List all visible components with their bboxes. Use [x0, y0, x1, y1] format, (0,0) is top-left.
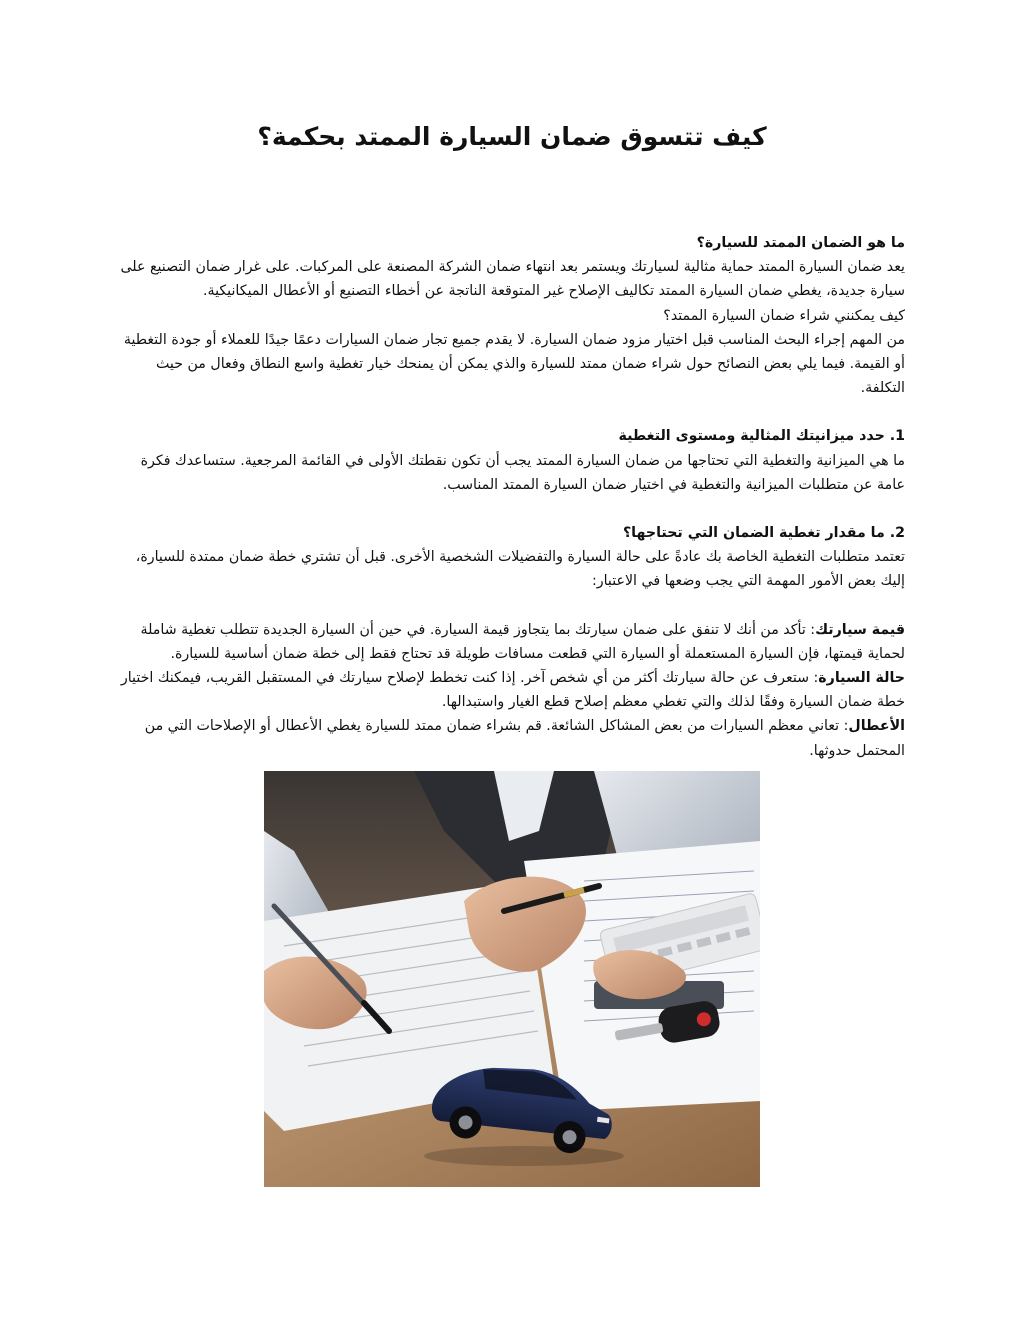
- factor-car-condition: [120, 666, 905, 714]
- paragraph-budget: ما هي الميزانية والتغطية التي تحتاجها من ضمان السيارة الممتد يجب أن تكون نقطتك الأولى في القائمة المرجعية. ستساعدك فكرة عامة عن متطلبات الميزانية والتغطية في اختيار ضمان السيارة الممتد المناسب.: [140, 452, 905, 493]
- paragraph-what-is-extended-warranty: يعد ضمان السيارة الممتد حماية مثالية لسيارتك ويستمر بعد انتهاء ضمان الشركة المصنعة على المركبات. على غرار ضمان التصنيع على سيارة جديدة، يغطي ضمان السيارة الممتد تكاليف الإصلاح غير المتوقعة الناتجة عن أخطاء التصنيع أو الأعطال الميكانيكية.: [120, 259, 905, 300]
- spacer: [120, 400, 905, 424]
- heading-coverage: 2. ما مقدار تغطية الضمان التي تحتاجها؟: [622, 525, 905, 542]
- factor-car-value: [120, 618, 905, 666]
- spacer: [120, 594, 905, 618]
- subheading-how-to-buy: كيف يمكنني شراء ضمان السيارة الممتد؟: [663, 307, 905, 324]
- page-title: كيف تتسوق ضمان السيارة الممتد بحكمة؟: [257, 122, 767, 151]
- paragraph-coverage: تعتمد متطلبات التغطية الخاصة بك عادةً على حالة السيارة والتفضيلات الشخصية الأخرى. قبل أن تشتري خطة ضمان ممتدة للسيارة، إليك بعض الأمور المهمة التي يجب وضعها في الاعتبار:: [135, 549, 905, 590]
- factor-term: الأعطال: [848, 718, 905, 735]
- factor-text: : تأكد من أنك لا تنفق على ضمان سيارتك بما يتجاوز قيمة السيارة. في حين أن السيارة الجديدة تتطلب تغطية شاملة لحماية قيمتها، فإن السيارة المستعملة أو السيارة التي قطعت مسافات طويلة قد تحتاج فقط إلى خطة ضمان أساسية للسيارة.: [140, 621, 905, 662]
- factor-text: : ستعرف عن حالة سيارتك أكثر من أي شخص آخر. إذا كنت تخطط لإصلاح سيارتك في المستقبل القريب، فيمكنك اختيار خطة ضمان السيارة وفقًا لذلك والتي تغطي معظم إصلاح قطع الغيار واستبدالها.: [120, 670, 905, 711]
- heading-what-is-extended-warranty: ما هو الضمان الممتد للسيارة؟: [696, 235, 905, 251]
- paragraph-how-to-buy: من المهم إجراء البحث المناسب قبل اختيار مزود ضمان السيارة. لا يقدم جميع تجار ضمان السيارات دعمًا جيدًا للعملاء أو جودة التغطية أو القيمة. فيما يلي بعض النصائح حول شراء ضمان ممتد للسيارة والذي يمكن أن يمنحك خيار تغطية واسع النطاق وفعال من حيث التكلفة.: [123, 331, 905, 397]
- factor-term: حالة السيارة: [818, 670, 905, 687]
- car-warranty-photo: [264, 771, 760, 1187]
- spacer: [120, 497, 905, 521]
- factor-text: : تعاني معظم السيارات من بعض المشاكل الشائعة. قم بشراء ضمان ممتد للسيارة يغطي الأعطال أو الإصلاحات التي من المحتمل حدوثها.: [144, 718, 905, 759]
- factor-breakdowns: [120, 714, 905, 762]
- article-body: [120, 231, 905, 763]
- factor-term: قيمة سيارتك: [815, 621, 905, 638]
- heading-budget: 1. حدد ميزانيتك المثالية ومستوى التغطية: [618, 428, 905, 445]
